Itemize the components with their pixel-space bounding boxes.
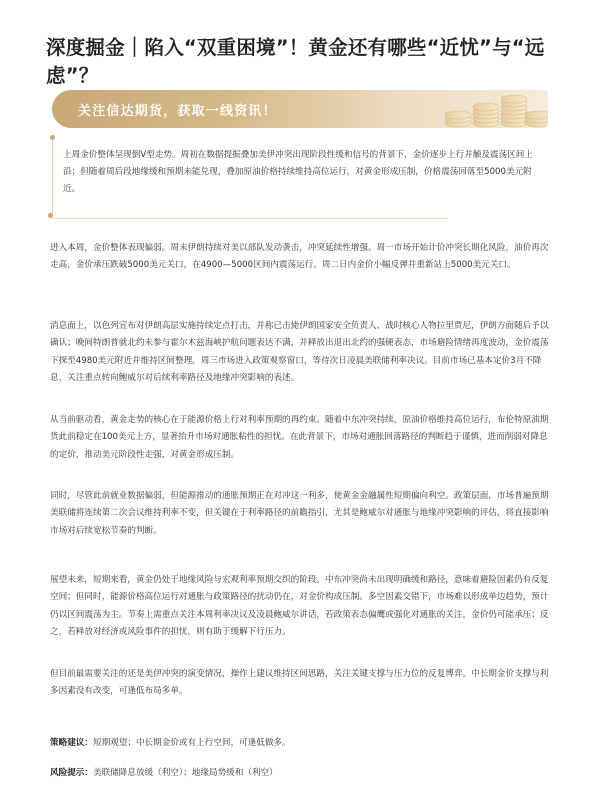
strategy-text: 短期观望；中长期金价或有上行空间，可逢低做多。 — [92, 738, 291, 748]
paragraph-3: 从当前驱动看，黄金走势的核心在于能源价格上行对利率预期的再约束。随着中东冲突持续，原油价格维持高位运行，布伦特原油期货此前稳定在100美元上方，显著抬升市场对通胀粘性的担忧。在此背景下，市场对通胀回落路径的判断趋于谨慎，进而削弱对降息的定价，推动美元阶段性走强，对黄金形成压制。 — [50, 415, 549, 460]
paragraph-1: 进入本周，金价整体表现偏弱。周末伊朗持续对美以部队发动袭击，冲突延续性增强。周一市场开始计价冲突长期化风险，油价再次走高，金价承压跌破5000美元关口，在4900—5000区间内震荡运行。周二日内金价小幅反弹并重新站上5000美元关口。 — [50, 243, 549, 271]
paragraph-4: 同时，尽管此前就业数据偏弱，但能源推动的通胀预期正在对冲这一利多，使黄金金融属性短期偏向利空。政策层面，市场普遍预期美联储将连续第二次会议维持利率不变，但关键在于利率路径的前瞻指引，尤其是鲍威尔对通胀与地缘冲突影响的评估，将直接影响市场对后续宽松节奏的判断。 — [50, 491, 549, 536]
risk-label: 风险提示： — [50, 768, 93, 778]
paragraph-5: 展望未来，短期来看，黄金仍处于地缘风险与宏观利率预期交织的阶段。中东冲突尚未出现明确缓和路径，意味着避险因素仍有反复空间；但同时，能源价格高位运行对通胀与政策路径的扰动仍在，对金价构成压制。多空因素交错下，市场难以形成单边趋势，预计仍以区间震荡为主。节奏上需重点关注本周利率决议及凌晨鲍威尔讲话，若政策表态偏鹰或强化对通胀的关注，金价仍可能承压；反之，若释放对经济或风险事件的担忧，则有助于缓解下行压力。 — [50, 575, 549, 637]
risk-note — [50, 765, 550, 782]
summary-divider — [52, 218, 448, 219]
follow-banner[interactable] — [52, 90, 548, 128]
summary-dot — [50, 135, 55, 140]
summary-dot — [48, 213, 53, 218]
paragraph-6: 但目前最需要关注的还是美伊冲突的演变情况，操作上建议维持区间思路，关注关键支撑与压力位的反复博弈。中长期金价支撑与利多因素没有改变，可逢低布局多单。 — [50, 669, 549, 697]
summary-text: 上周金价整体呈现倒V型走势。周初在数据提振叠加美伊冲突出现阶段性缓和信号的背景下，金价逐步上行并触及震荡区间上沿；但随着周后段地缘缓和预期未能兑现，叠加原油价格持续维持高位运行，对黄金形成压制，价格震荡回落至5000美元附近。 — [63, 150, 533, 194]
risk-text: 美联储降息放缓（利空）；地缘局势缓和（利空） — [92, 768, 278, 778]
paragraph-2: 消息面上，以色列宣布对伊朗高层实施持续定点打击，并称已击毙伊朗国家安全负责人、战时核心人物拉里贾尼，伊朗方面随后予以确认；晚间特朗普就北约未参与霍尔木兹海峡护航问题表达不满，并释放出退出北约的强硬表态，市场避险情绪再度波动，金价震荡下探至4980美元附近并维持区间整理。周三市场进入政策观察窗口，等待次日凌晨美联储利率决议。目前市场已基本定价3月不降息，关注重点转向鲍威尔对后续利率路径及地缘冲突影响的表述。 — [50, 321, 549, 383]
article-title: 深度掘金｜陷入“双重困境”！黄金还有哪些“近忧”与“远虑”？ — [46, 36, 545, 87]
gold-coins-icon — [398, 90, 548, 128]
banner-text: 关注信达期货，获取一线资讯！ — [78, 104, 277, 119]
strategy-note — [50, 735, 550, 752]
summary-box — [52, 138, 549, 214]
strategy-label: 策略建议： — [50, 738, 93, 748]
